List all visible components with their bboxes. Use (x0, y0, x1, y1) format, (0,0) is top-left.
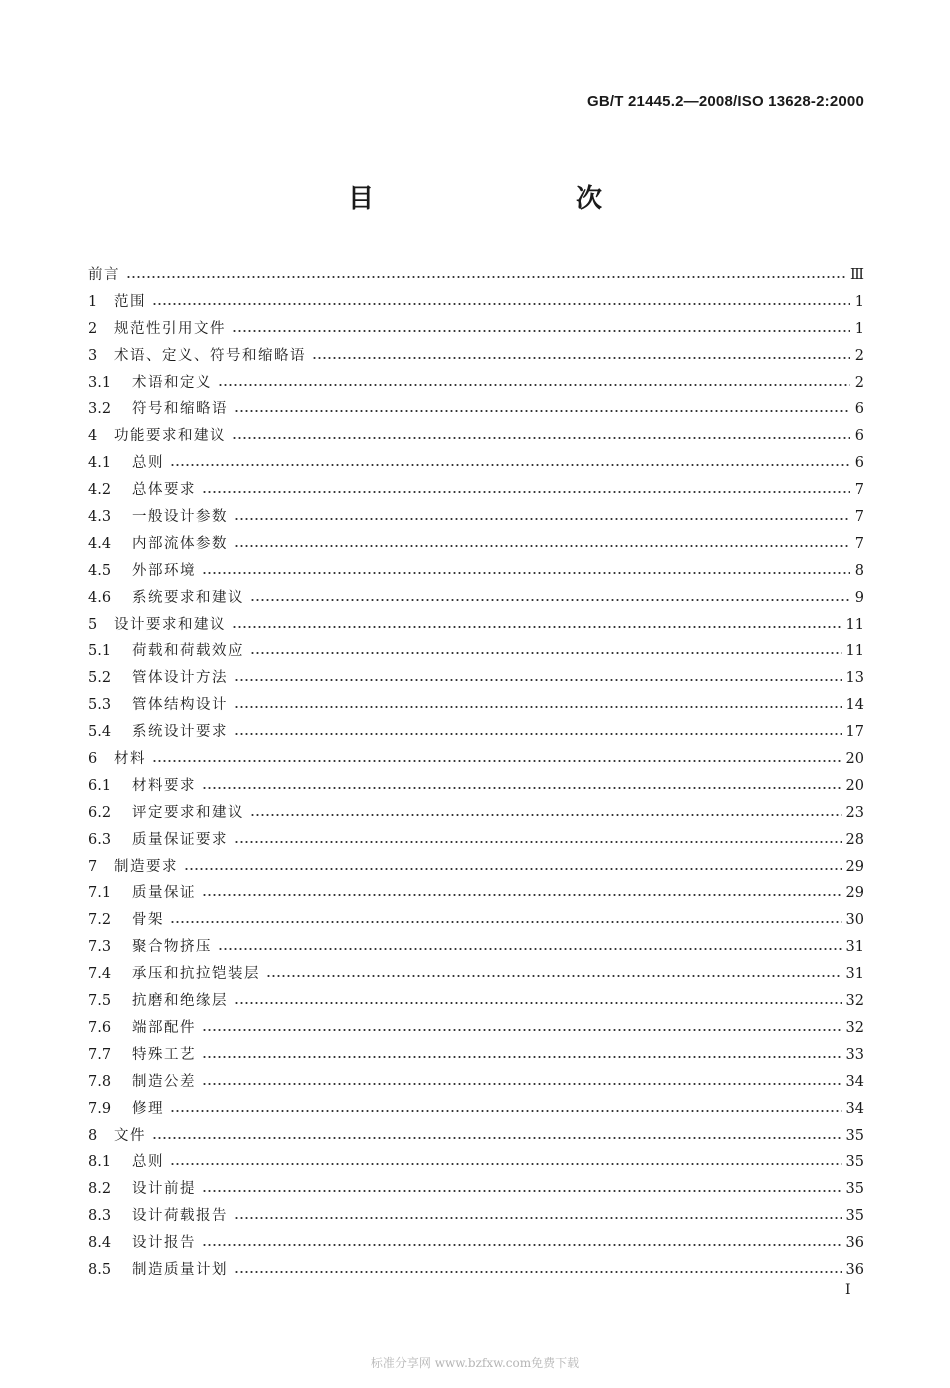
toc-entry-page: 20 (845, 777, 864, 794)
toc-entry-page: 1 (854, 293, 864, 310)
toc-entry-label: 总则 (132, 1154, 164, 1171)
toc-entry[interactable] (88, 801, 864, 828)
toc-entry[interactable] (88, 881, 864, 908)
toc-entry-label: 材料 (114, 751, 146, 768)
toc-entry[interactable] (88, 720, 864, 747)
toc-entry[interactable] (88, 666, 864, 693)
dot-leader (184, 867, 842, 871)
toc-entry-label: 内部流体参数 (132, 535, 228, 552)
toc-entry-page: 32 (845, 1019, 864, 1036)
toc-entry-page: 1 (854, 320, 864, 337)
toc-entry-page: 6 (854, 455, 864, 472)
dot-leader (232, 436, 850, 440)
toc-entry-page: 35 (845, 1181, 864, 1198)
dot-leader (234, 409, 850, 413)
toc-entry[interactable] (88, 263, 864, 290)
toc-entry[interactable] (88, 1124, 864, 1151)
toc-entry-label: 术语、定义、符号和缩略语 (114, 347, 306, 364)
dot-leader (234, 678, 842, 682)
toc-entry-label: 系统设计要求 (132, 724, 228, 741)
toc-entry-page: Ⅲ (850, 267, 864, 283)
toc-entry-label: 制造要求 (114, 858, 178, 875)
toc-entry[interactable] (88, 290, 864, 317)
toc-entry-label: 文件 (114, 1127, 146, 1144)
dot-leader (202, 571, 850, 575)
toc-entry-number: 5.3 (88, 697, 112, 714)
toc-entry-label: 总则 (132, 455, 164, 472)
dot-leader (152, 302, 850, 306)
toc-entry-label: 承压和抗拉铠装层 (132, 966, 260, 983)
toc-entry[interactable] (88, 693, 864, 720)
dot-leader (202, 1082, 842, 1086)
dot-leader (234, 1001, 842, 1005)
toc-entry-label: 一般设计参数 (132, 509, 228, 526)
dot-leader (234, 517, 850, 521)
dot-leader (170, 920, 842, 924)
toc-entry[interactable] (88, 962, 864, 989)
toc-entry-number: 7.2 (88, 912, 112, 929)
dot-leader (202, 490, 850, 494)
toc-entry-page: 36 (845, 1235, 864, 1252)
toc-entry-label: 管体设计方法 (132, 670, 228, 687)
dot-leader (250, 598, 850, 602)
toc-entry-page: 28 (845, 831, 864, 848)
toc-entry-number: 3.2 (88, 401, 112, 418)
toc-entry-page: 11 (845, 643, 864, 660)
toc-entry-label: 骨架 (132, 912, 164, 929)
toc-entry-number: 7.8 (88, 1073, 112, 1090)
toc-entry-label: 规范性引用文件 (114, 320, 226, 337)
toc-entry-page: 30 (845, 912, 864, 929)
dot-leader (232, 625, 842, 629)
toc-entry[interactable] (88, 1204, 864, 1231)
dot-leader (266, 974, 842, 978)
dot-leader (250, 813, 842, 817)
toc-entry-number: 7.6 (88, 1019, 112, 1036)
dot-leader (202, 786, 842, 790)
toc-entry-number: 2 (88, 320, 98, 337)
toc-entry[interactable] (88, 639, 864, 666)
toc-entry-page: 35 (845, 1127, 864, 1144)
toc-entry[interactable] (88, 855, 864, 882)
toc-entry-page: 36 (845, 1261, 864, 1278)
toc-entry[interactable] (88, 371, 864, 398)
toc-entry-label: 设计前提 (132, 1181, 196, 1198)
toc-entry-page: 34 (845, 1073, 864, 1090)
dot-leader (234, 1216, 842, 1220)
dot-leader (152, 759, 842, 763)
toc-entry-label: 范围 (114, 293, 146, 310)
page-title: 目 次 (347, 184, 652, 214)
toc-entry[interactable] (88, 747, 864, 774)
toc-entry-number: 5 (88, 616, 98, 633)
toc-entry-number: 4.2 (88, 482, 112, 499)
toc-entry[interactable] (88, 1043, 864, 1070)
toc-entry-number: 4.3 (88, 509, 112, 526)
toc-entry-label: 聚合物挤压 (132, 939, 212, 956)
toc-entry-page: 7 (854, 509, 864, 526)
toc-entry-number: 8.1 (88, 1154, 112, 1171)
toc-entry-label: 修理 (132, 1100, 164, 1117)
dot-leader (234, 1270, 842, 1274)
dot-leader (232, 329, 850, 333)
toc-entry-number: 6.2 (88, 804, 112, 821)
toc-entry[interactable] (88, 586, 864, 613)
table-of-contents (88, 263, 864, 1285)
toc-entry-page: 29 (845, 885, 864, 902)
toc-entry-label: 质量保证 (132, 885, 196, 902)
toc-entry[interactable] (88, 478, 864, 505)
toc-entry-page: 7 (854, 482, 864, 499)
dot-leader (202, 1189, 842, 1193)
toc-entry[interactable] (88, 317, 864, 344)
toc-entry-number: 6.3 (88, 831, 112, 848)
toc-entry-number: 8.3 (88, 1208, 112, 1225)
toc-entry[interactable] (88, 1070, 864, 1097)
toc-entry-page: 32 (845, 993, 864, 1010)
toc-entry-label: 前言 (88, 267, 120, 283)
toc-entry[interactable] (88, 1177, 864, 1204)
toc-entry-label: 总体要求 (132, 482, 196, 499)
toc-entry-number: 6.1 (88, 777, 112, 794)
dot-leader (202, 1055, 842, 1059)
toc-entry-label: 符号和缩略语 (132, 401, 228, 418)
toc-entry-page: 29 (845, 858, 864, 875)
toc-entry-number: 7.3 (88, 939, 112, 956)
footer-watermark: 标准分享网 www.bzfxw.com免费下载 (370, 1356, 580, 1370)
toc-entry-page: 31 (845, 939, 864, 956)
toc-entry-label: 特殊工艺 (132, 1046, 196, 1063)
toc-entry-label: 抗磨和绝缘层 (132, 993, 228, 1010)
toc-entry[interactable] (88, 397, 864, 424)
toc-entry[interactable] (88, 1231, 864, 1258)
toc-entry-number: 4.4 (88, 535, 112, 552)
toc-entry-number: 7.9 (88, 1100, 112, 1117)
toc-entry-number: 4.6 (88, 589, 112, 606)
toc-entry-number: 5.1 (88, 643, 112, 660)
toc-entry-page: 2 (854, 347, 864, 364)
toc-entry-number: 1 (88, 293, 98, 310)
toc-entry-number: 3 (88, 347, 98, 364)
dot-leader (202, 893, 842, 897)
toc-entry-page: 14 (845, 697, 864, 714)
toc-entry-number: 3.1 (88, 374, 112, 391)
toc-entry-page: 13 (845, 670, 864, 687)
toc-entry-label: 设计要求和建议 (114, 616, 226, 633)
toc-entry[interactable] (88, 774, 864, 801)
toc-entry-number: 5.2 (88, 670, 112, 687)
toc-entry-page: 8 (854, 562, 864, 579)
toc-entry-number: 8 (88, 1127, 98, 1144)
toc-entry-label: 质量保证要求 (132, 831, 228, 848)
dot-leader (234, 705, 842, 709)
toc-entry-number: 8.4 (88, 1235, 112, 1252)
toc-entry-page: 6 (854, 401, 864, 418)
toc-entry-page: 6 (854, 428, 864, 445)
toc-entry[interactable] (88, 1016, 864, 1043)
toc-entry[interactable] (88, 1097, 864, 1124)
toc-entry-page: 9 (854, 589, 864, 606)
dot-leader (170, 1162, 842, 1166)
toc-entry[interactable] (88, 424, 864, 451)
toc-entry-label: 管体结构设计 (132, 697, 228, 714)
toc-entry-page: 20 (845, 751, 864, 768)
toc-entry-label: 材料要求 (132, 777, 196, 794)
dot-leader (126, 275, 846, 279)
page-number: I (845, 1282, 851, 1298)
toc-entry-page: 7 (854, 535, 864, 552)
toc-entry[interactable] (88, 1150, 864, 1177)
dot-leader (234, 544, 850, 548)
toc-entry[interactable] (88, 1258, 864, 1285)
toc-entry[interactable] (88, 989, 864, 1016)
toc-entry-number: 4.1 (88, 455, 112, 472)
toc-entry-label: 端部配件 (132, 1019, 196, 1036)
toc-entry[interactable] (88, 828, 864, 855)
toc-entry-number: 7.7 (88, 1046, 112, 1063)
toc-entry-number: 6 (88, 751, 98, 768)
toc-entry-number: 7.1 (88, 885, 112, 902)
toc-entry-label: 评定要求和建议 (132, 804, 244, 821)
toc-entry-label: 系统要求和建议 (132, 589, 244, 606)
toc-entry[interactable] (88, 935, 864, 962)
toc-entry-page: 11 (845, 616, 864, 633)
toc-entry-label: 设计报告 (132, 1235, 196, 1252)
toc-entry-page: 2 (854, 374, 864, 391)
toc-entry-number: 4.5 (88, 562, 112, 579)
toc-entry-page: 33 (845, 1046, 864, 1063)
toc-entry[interactable] (88, 532, 864, 559)
toc-entry[interactable] (88, 451, 864, 478)
toc-entry-page: 17 (845, 724, 864, 741)
dot-leader (170, 1109, 842, 1113)
toc-entry-page: 31 (845, 966, 864, 983)
toc-entry[interactable] (88, 505, 864, 532)
dot-leader (218, 947, 842, 951)
dot-leader (170, 463, 850, 467)
toc-entry[interactable] (88, 613, 864, 640)
dot-leader (250, 651, 842, 655)
dot-leader (202, 1243, 842, 1247)
dot-leader (152, 1136, 842, 1140)
toc-entry-page: 35 (845, 1154, 864, 1171)
toc-entry-number: 8.2 (88, 1181, 112, 1198)
toc-entry-page: 23 (845, 804, 864, 821)
toc-entry[interactable] (88, 559, 864, 586)
toc-entry-label: 功能要求和建议 (114, 428, 226, 445)
toc-entry-label: 设计荷载报告 (132, 1208, 228, 1225)
toc-entry[interactable] (88, 344, 864, 371)
toc-entry-number: 7 (88, 858, 98, 875)
dot-leader (202, 1028, 842, 1032)
toc-entry-number: 7.5 (88, 993, 112, 1010)
toc-entry-number: 4 (88, 428, 98, 445)
toc-entry-page: 35 (845, 1208, 864, 1225)
toc-entry-label: 制造公差 (132, 1073, 196, 1090)
dot-leader (218, 383, 850, 387)
toc-entry[interactable] (88, 908, 864, 935)
toc-entry-label: 制造质量计划 (132, 1261, 228, 1278)
toc-entry-number: 7.4 (88, 966, 112, 983)
standard-code: GB/T 21445.2—2008/ISO 13628-2:2000 (587, 93, 864, 110)
dot-leader (234, 732, 842, 736)
toc-entry-number: 8.5 (88, 1261, 112, 1278)
toc-entry-label: 外部环境 (132, 562, 196, 579)
toc-entry-label: 荷载和荷载效应 (132, 643, 244, 660)
toc-entry-number: 5.4 (88, 724, 112, 741)
toc-entry-page: 34 (845, 1100, 864, 1117)
dot-leader (234, 840, 842, 844)
toc-entry-label: 术语和定义 (132, 374, 212, 391)
dot-leader (312, 356, 850, 360)
